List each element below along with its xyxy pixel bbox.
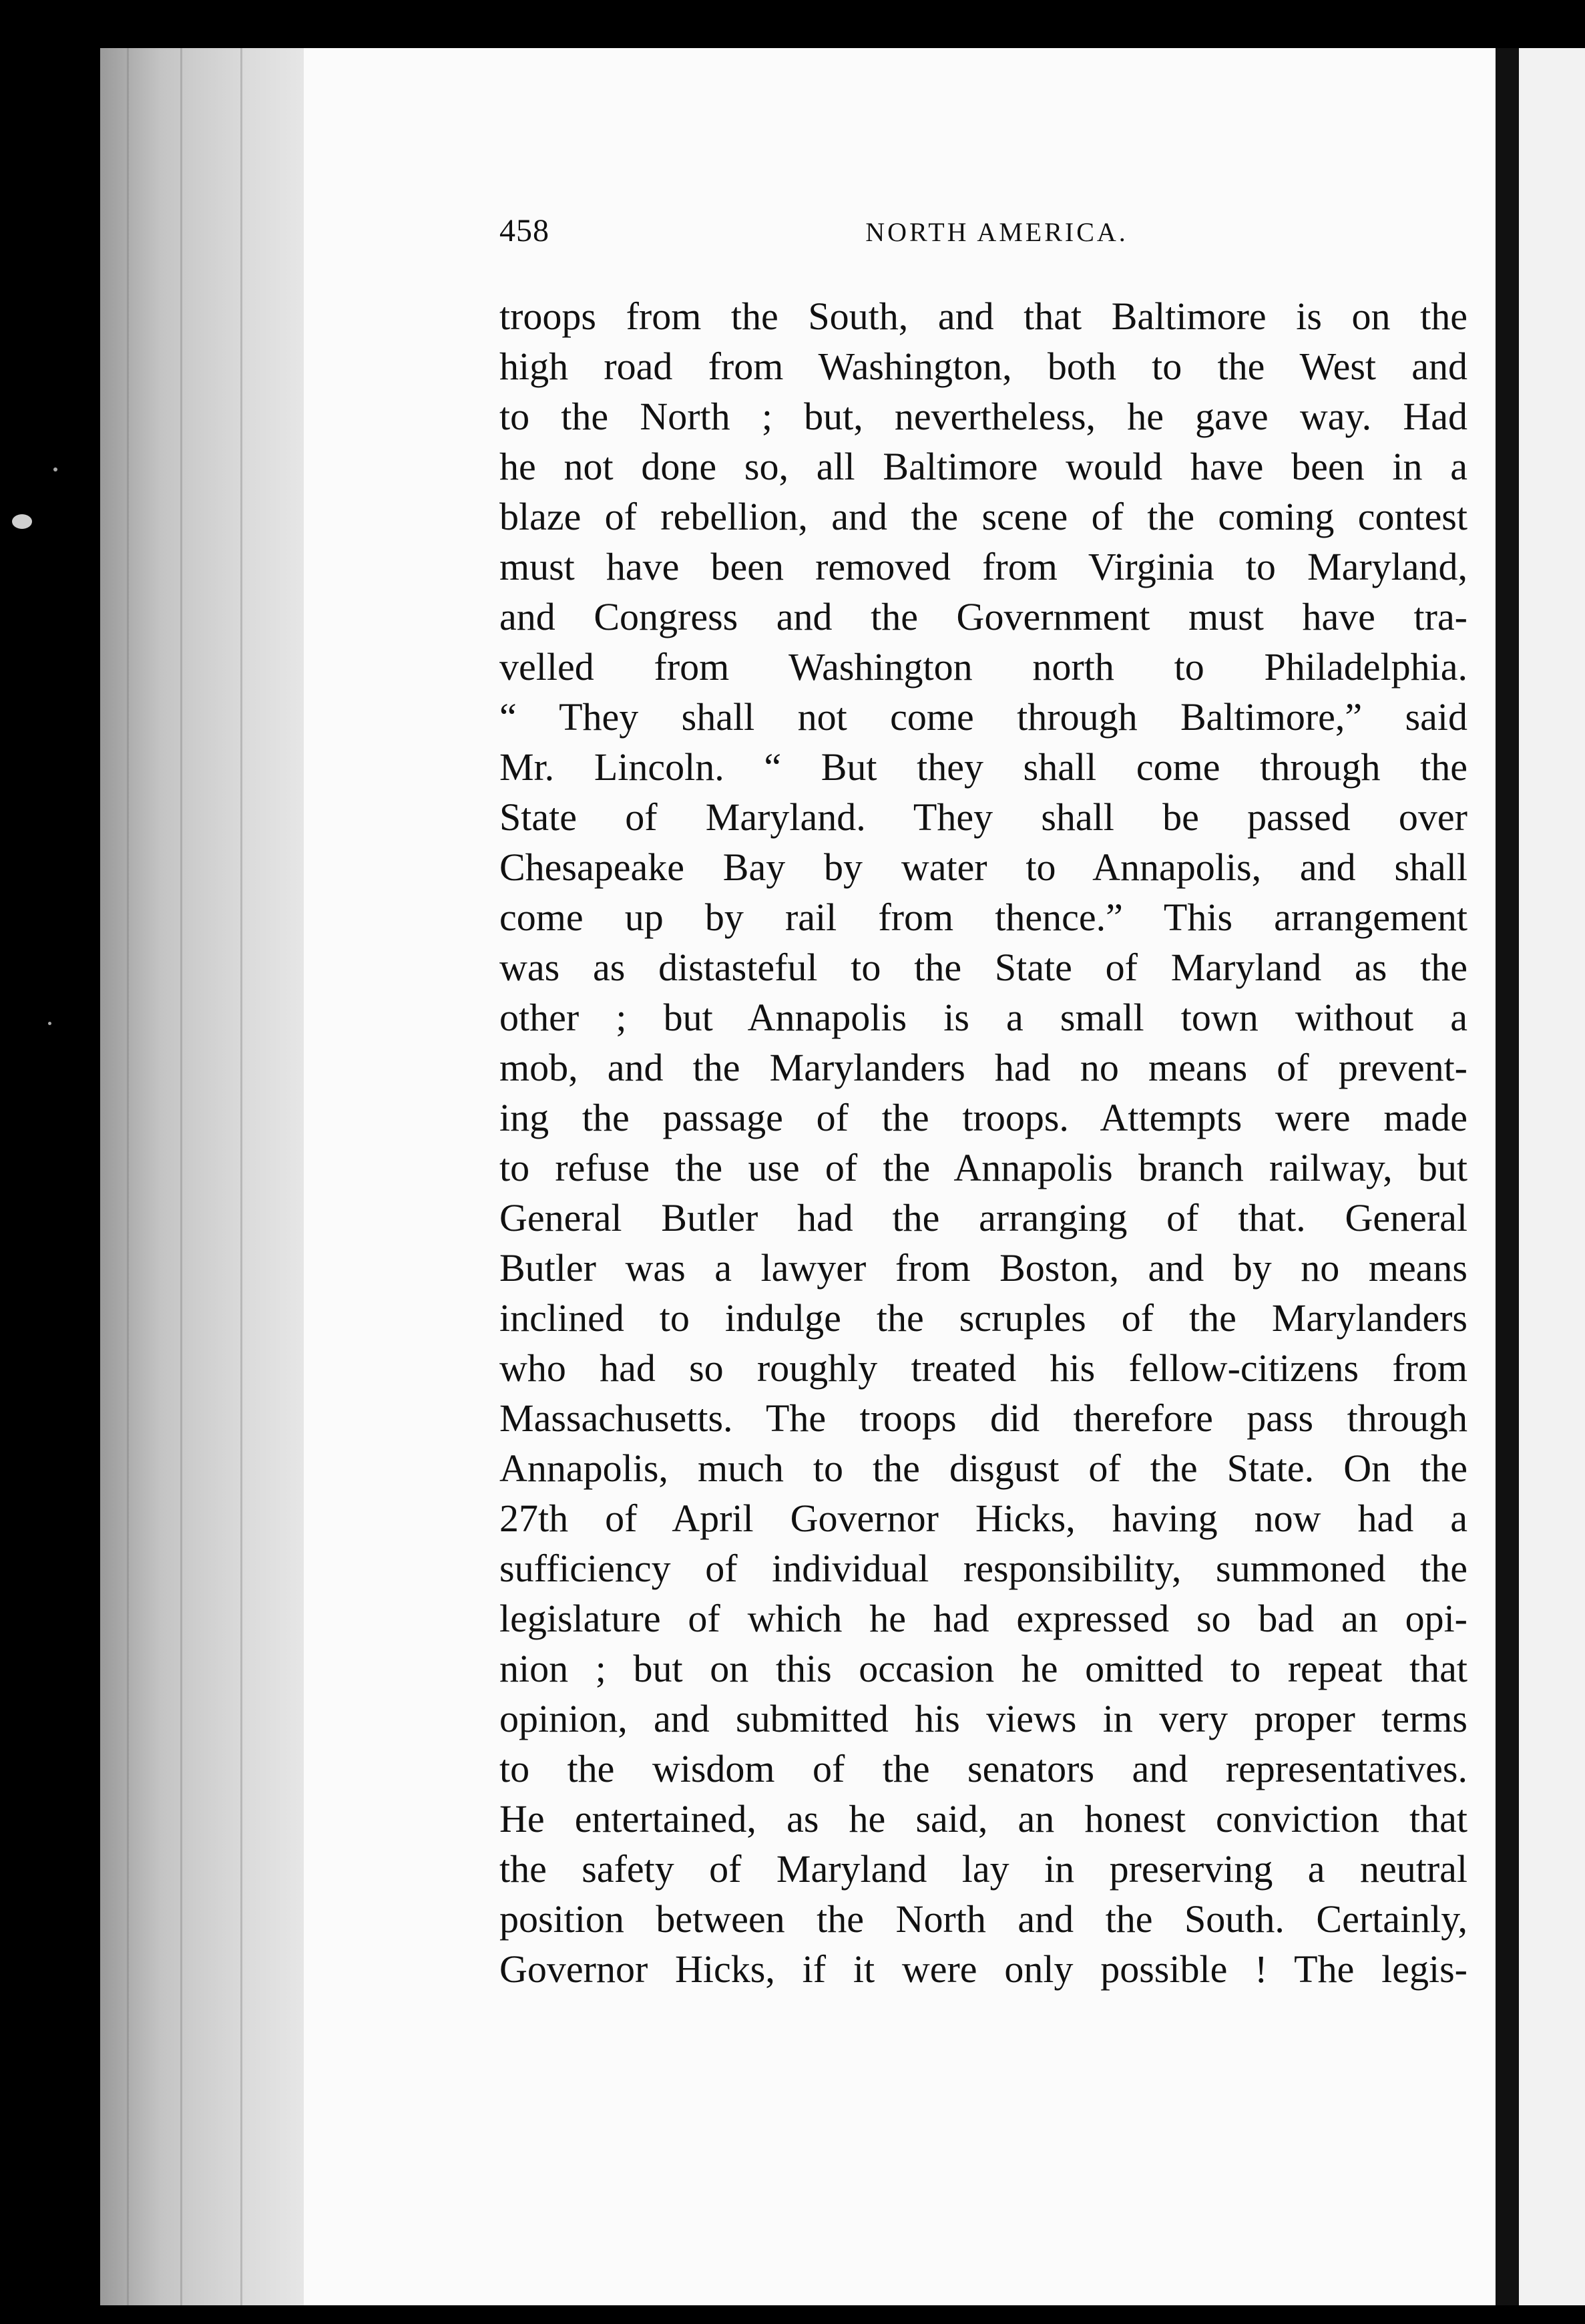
text-line: 27th of April Governor Hicks, having now had a bbox=[499, 1497, 1467, 1540]
text-line: who had so roughly treated his fellow-citizens from bbox=[499, 1346, 1467, 1390]
text-line: legislature of which he had expressed so bad an opi- bbox=[499, 1597, 1467, 1640]
scan-artifact bbox=[48, 1022, 51, 1025]
text-line: to the wisdom of the senators and representatives. bbox=[499, 1747, 1467, 1790]
text-line: sufficiency of individual responsibility, summoned the bbox=[499, 1547, 1467, 1590]
text-line: “ They shall not come through Baltimore,” said bbox=[499, 695, 1467, 739]
text-line: he not done so, all Baltimore would have been in a bbox=[499, 445, 1467, 488]
text-line: to refuse the use of the Annapolis branch railway, but bbox=[499, 1146, 1467, 1189]
page-edge-line bbox=[240, 48, 242, 2305]
page-block-edge bbox=[100, 48, 304, 2305]
text-line: high road from Washington, both to the West and bbox=[499, 345, 1467, 388]
text-line: He entertained, as he said, an honest conviction that bbox=[499, 1797, 1467, 1841]
text-line: Mr. Lincoln. “ But they shall come through the bbox=[499, 745, 1467, 789]
scan-artifact bbox=[12, 514, 32, 529]
text-line: Massachusetts. The troops did therefore pass through bbox=[499, 1396, 1467, 1440]
text-line: mob, and the Marylanders had no means of prevent- bbox=[499, 1046, 1467, 1089]
adjacent-page-sliver bbox=[1519, 48, 1585, 2305]
text-line: velled from Washington north to Philadelphia. bbox=[499, 645, 1467, 689]
text-line: position between the North and the South. Certainly, bbox=[499, 1897, 1467, 1941]
text-line: Butler was a lawyer from Boston, and by no means bbox=[499, 1246, 1467, 1290]
page-edge-line bbox=[127, 48, 129, 2305]
text-line: Chesapeake Bay by water to Annapolis, and shall bbox=[499, 845, 1467, 889]
page-header bbox=[499, 212, 1467, 266]
text-line: blaze of rebellion, and the scene of the coming contest bbox=[499, 495, 1467, 538]
text-line: ing the passage of the troops. Attempts were made bbox=[499, 1096, 1467, 1139]
page-number: 458 bbox=[499, 213, 549, 248]
text-line: must have been removed from Virginia to Maryland, bbox=[499, 545, 1467, 588]
text-line: Annapolis, much to the disgust of the State. On the bbox=[499, 1446, 1467, 1490]
text-line: other ; but Annapolis is a small town without a bbox=[499, 996, 1467, 1039]
text-line: nion ; but on this occasion he omitted to repeat that bbox=[499, 1647, 1467, 1690]
text-line: inclined to indulge the scruples of the Marylanders bbox=[499, 1296, 1467, 1340]
running-head: NORTH AMERICA. bbox=[865, 217, 1128, 247]
text-line: opinion, and submitted his views in very proper terms bbox=[499, 1697, 1467, 1740]
text-line: State of Maryland. They shall be passed over bbox=[499, 795, 1467, 839]
text-line: troops from the South, and that Baltimore is on the bbox=[499, 295, 1467, 338]
text-line: the safety of Maryland lay in preserving a neutral bbox=[499, 1847, 1467, 1891]
page-edge-line bbox=[180, 48, 182, 2305]
text-line: and Congress and the Government must have tra- bbox=[499, 595, 1467, 638]
text-line: General Butler had the arranging of that. General bbox=[499, 1196, 1467, 1239]
body-text bbox=[499, 291, 1467, 1994]
text-line: to the North ; but, nevertheless, he gave way. Had bbox=[499, 395, 1467, 438]
text-line: was as distasteful to the State of Maryland as the bbox=[499, 946, 1467, 989]
book-spine-shadow bbox=[1496, 48, 1519, 2305]
scan-artifact bbox=[53, 467, 57, 471]
text-line: Governor Hicks, if it were only possible ! The legis- bbox=[499, 1947, 1467, 1991]
text-line: come up by rail from thence.” This arrangement bbox=[499, 896, 1467, 939]
